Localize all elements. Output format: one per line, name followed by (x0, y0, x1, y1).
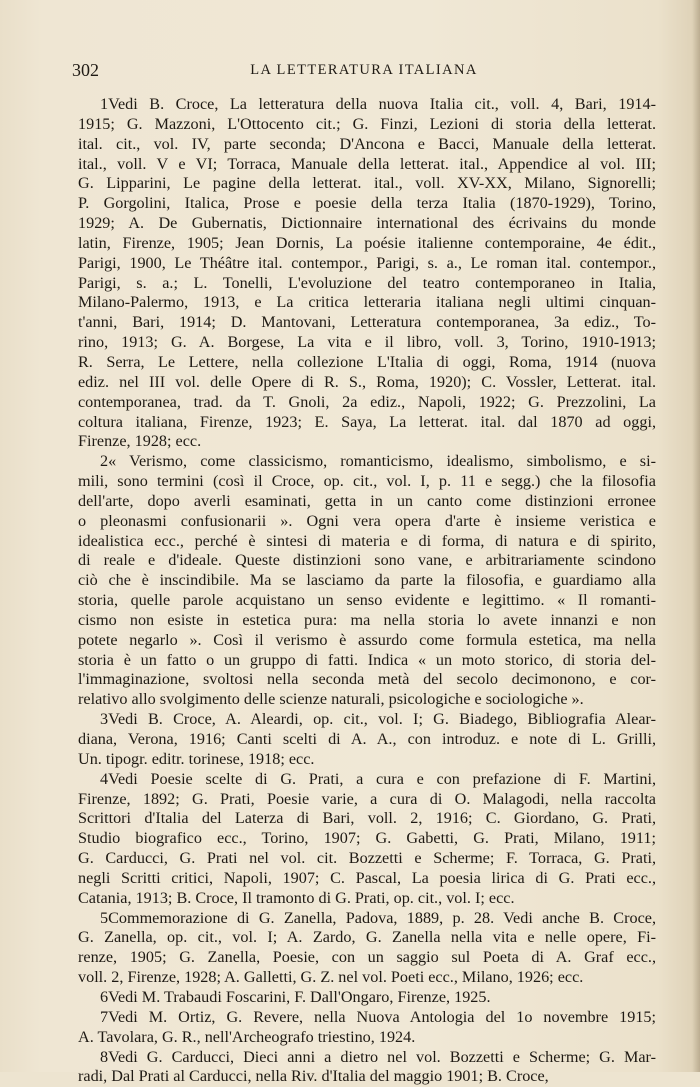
footnote-line (78, 1067, 656, 1087)
footnote-number: 6 (100, 988, 108, 1006)
footnote-line (78, 1048, 656, 1068)
footnote-text: A. Tavolara, G. R., nell'Archeografo triestino, 1924. (78, 1028, 415, 1046)
footnote-text: radi, Dal Prati al Carducci, nella Riv. d'Italia del maggio 1901; B. Croce, (78, 1067, 549, 1085)
footnote-text: G. Lipparini, Le pagine della letterat. ital., voll. XV-XX, Milano, Signorelli; (78, 174, 656, 192)
footnote-text: ital. cit., vol. IV, parte seconda; D'Ancona e Bacci, Manuale della letterat. (78, 135, 656, 153)
footnote-text: contemporanea, trad. da T. Gnoli, 2a ediz., Napoli, 1922; G. Prezzolini, La (78, 393, 656, 411)
footnote-text: cismo non esiste in estetica pura: ma nella storia lo avete innanzi e non (78, 611, 656, 629)
footnote-line (78, 393, 656, 413)
footnote-line (78, 690, 656, 710)
footnote-line (78, 274, 656, 294)
footnote-line (78, 373, 656, 393)
footnote-4 (78, 770, 656, 909)
footnote-1 (78, 95, 656, 452)
footnote-line (78, 194, 656, 214)
footnote-number: 5 (100, 909, 108, 927)
footnote-number: 1 (100, 95, 108, 113)
footnote-6 (78, 988, 656, 1008)
footnote-line (78, 988, 656, 1008)
footnote-line (78, 730, 656, 750)
footnote-text: G. Carducci, G. Prati nel vol. cit. Bozzetti e Scherme; F. Torraca, G. Prati, (78, 849, 656, 867)
footnote-text: dell'arte, dopo averli esaminati, getta in un canto come distinzioni erronee (78, 492, 656, 510)
footnote-text: Vedi B. Croce, A. Aleardi, op. cit., vol. I; G. Biadego, Bibliografia Alear- (108, 710, 656, 728)
footnote-line (78, 551, 656, 571)
footnote-text: P. Gorgolini, Italica, Prose e poesie della terza Italia (1870-1929), Torino, (78, 194, 656, 212)
footnote-text: 1915; G. Mazzoni, L'Ottocento cit.; G. Finzi, Lezioni di storia della letterat. (78, 115, 656, 133)
footnote-text: R. Serra, Le Lettere, nella collezione L'Italia di oggi, Roma, 1914 (nuova (78, 353, 656, 371)
footnote-2 (78, 452, 656, 710)
footnote-8 (78, 1048, 656, 1087)
footnote-line (78, 928, 656, 948)
footnote-line (78, 492, 656, 512)
footnote-line (78, 849, 656, 869)
footnote-line (78, 313, 656, 333)
footnote-3 (78, 710, 656, 770)
footnote-line (78, 452, 656, 472)
footnote-7 (78, 1008, 656, 1048)
footnote-text: storia, quelle parole acquistano un senso evidente e legittimo. « Il romanti- (78, 591, 656, 609)
footnote-line (78, 809, 656, 829)
footnote-line (78, 750, 656, 770)
footnote-line (78, 432, 656, 452)
footnote-line (78, 413, 656, 433)
footnote-text: Vedi B. Croce, La letteratura della nuova Italia cit., voll. 4, Bari, 1914- (108, 95, 656, 113)
footnote-number: 4 (100, 770, 108, 788)
footnote-text: Vedi Poesie scelte di G. Prati, a cura e con prefazione di F. Martini, (108, 770, 656, 788)
footnote-text: « Verismo, come classicismo, romanticismo, idealismo, simbolismo, e si- (108, 452, 656, 470)
footnote-text: voll. 2, Firenze, 1928; A. Galletti, G. Z. nel vol. Poeti ecc., Milano, 1926; ecc. (78, 968, 583, 986)
footnote-line (78, 829, 656, 849)
footnote-text: G. Zanella, op. cit., vol. I; A. Zardo, G. Zanella nella vita e nelle opere, Fi- (78, 928, 656, 946)
footnote-text: storia è un fatto o un gruppo di fatti. Indica « un moto storico, di storia del- (78, 651, 656, 669)
footnote-line (78, 115, 656, 135)
footnote-line (78, 611, 656, 631)
footnote-number: 2 (100, 452, 108, 470)
footnote-line (78, 670, 656, 690)
footnote-line (78, 651, 656, 671)
running-title: LA LETTERATURA ITALIANA (72, 62, 656, 79)
footnote-text: diana, Verona, 1916; Canti scelti di A. A., con introduz. e note di L. Grilli, (78, 730, 656, 748)
footnote-line (78, 512, 656, 532)
footnote-number: 8 (100, 1048, 108, 1066)
footnote-text: ediz. nel III vol. delle Opere di R. S., Roma, 1920); C. Vossler, Letterat. ital. (78, 373, 656, 391)
footnote-line (78, 909, 656, 929)
footnote-line (78, 95, 656, 115)
footnote-text: latin, Firenze, 1905; Jean Dornis, La poésie italienne contemporaine, 4e édit., (78, 234, 656, 252)
footnote-text: Firenze, 1928; ecc. (78, 432, 201, 450)
footnote-line (78, 948, 656, 968)
footnotes (78, 95, 656, 1087)
footnote-text: idealistica ecc., perché è sintesi di materia e di forma, di natura e di spirito, (78, 532, 656, 550)
footnote-number: 7 (100, 1008, 108, 1026)
footnote-line (78, 1008, 656, 1028)
footnote-text: o pleonasmi confusionarii ». Ogni vera opera d'arte è insieme veristica e (78, 512, 656, 530)
footnote-line (78, 770, 656, 790)
footnote-text: relativo allo svolgimento delle scienze naturali, psicologiche e sociologiche ». (78, 690, 584, 708)
footnote-text: Firenze, 1892; G. Prati, Poesie varie, a cura di O. Malagodi, nella raccolta (78, 790, 656, 808)
footnote-5 (78, 909, 656, 988)
footnote-line (78, 135, 656, 155)
footnote-line (78, 353, 656, 373)
footnote-text: Vedi G. Carducci, Dieci anni a dietro nel vol. Bozzetti e Scherme; G. Mar- (108, 1048, 656, 1066)
footnote-line (78, 571, 656, 591)
footnote-line (78, 1028, 656, 1048)
footnote-text: l'immaginazione, svoltosi nella seconda metà del secolo decimonono, e cor- (78, 670, 656, 688)
footnote-line (78, 472, 656, 492)
footnote-line (78, 214, 656, 234)
footnote-text: rino, 1913; G. A. Borgese, La vita e il libro, voll. 3, Torino, 1910-1913; (78, 333, 656, 351)
footnote-line (78, 710, 656, 730)
footnote-line (78, 790, 656, 810)
footnote-text: Vedi M. Trabaudi Foscarini, F. Dall'Ongaro, Firenze, 1925. (108, 988, 490, 1006)
footnote-line (78, 631, 656, 651)
footnote-text: t'anni, Bari, 1914; D. Mantovani, Letteratura contemporanea, 3a ediz., To- (78, 313, 656, 331)
footnote-text: Studio biografico ecc., Torino, 1907; G. Gabetti, G. Prati, Milano, 1911; (78, 829, 656, 847)
footnote-line (78, 889, 656, 909)
footnote-text: renze, 1905; G. Zanella, Poesie, con un saggio sul Poeta di A. Graf ecc., (78, 948, 656, 966)
page-header (72, 60, 656, 84)
footnote-text: ciò che è inscindibile. Ma se lasciamo da parte la filosofia, e guardiamo alla (78, 571, 656, 589)
footnote-text: Un. tipogr. editr. torinese, 1918; ecc. (78, 750, 314, 768)
footnote-text: 1929; A. De Gubernatis, Dictionnaire international des écrivains du monde (78, 214, 656, 232)
footnote-line (78, 174, 656, 194)
footnote-line (78, 293, 656, 313)
page-edge-shadow (692, 0, 700, 1072)
footnote-number: 3 (100, 710, 108, 728)
footnote-text: Parigi, 1900, Le Théâtre ital. contempor., Parigi, s. a., Le roman ital. contempor., (78, 254, 656, 272)
footnote-text: Parigi, s. a.; L. Tonelli, L'evoluzione del teatro contemporaneo in Italia, (78, 274, 656, 292)
footnote-text: coltura italiana, Firenze, 1923; E. Saya, La letterat. ital. dal 1870 ad oggi, (78, 413, 656, 431)
footnote-text: di reale e d'ideale. Queste distinzioni sono vane, e arbitrariamente scindono (78, 551, 656, 569)
footnote-line (78, 333, 656, 353)
footnote-line (78, 234, 656, 254)
page-number: 302 (72, 60, 99, 81)
footnote-text: potete negarlo ». Così il verismo è assurdo come formula estetica, ma nella (78, 631, 656, 649)
footnote-text: Milano-Palermo, 1913, e La critica letteraria italiana negli ultimi cinquan- (78, 293, 656, 311)
footnote-line (78, 968, 656, 988)
footnote-line (78, 155, 656, 175)
footnote-text: mili, sono termini (così il Croce, op. cit., vol. I, p. 11 e segg.) che la filosofia (78, 472, 656, 490)
footnote-text: Scrittori d'Italia del Laterza di Bari, voll. 2, 1916; C. Giordano, G. Prati, (78, 809, 656, 827)
footnote-text: negli Scritti critici, Napoli, 1907; C. Pascal, La poesia lirica di G. Prati ecc., (78, 869, 656, 887)
footnote-line (78, 254, 656, 274)
footnote-line (78, 869, 656, 889)
footnote-text: Vedi M. Ortiz, G. Revere, nella Nuova Antologia del 1o novembre 1915; (108, 1008, 656, 1026)
footnote-text: Commemorazione di G. Zanella, Padova, 1889, p. 28. Vedi anche B. Croce, (108, 909, 656, 927)
footnote-line (78, 591, 656, 611)
footnote-text: Catania, 1913; B. Croce, Il tramonto di G. Prati, op. cit., vol. I; ecc. (78, 889, 515, 907)
footnote-line (78, 532, 656, 552)
footnote-text: ital., voll. V e VI; Torraca, Manuale della letterat. ital., Appendice al vol. III; (78, 155, 656, 173)
